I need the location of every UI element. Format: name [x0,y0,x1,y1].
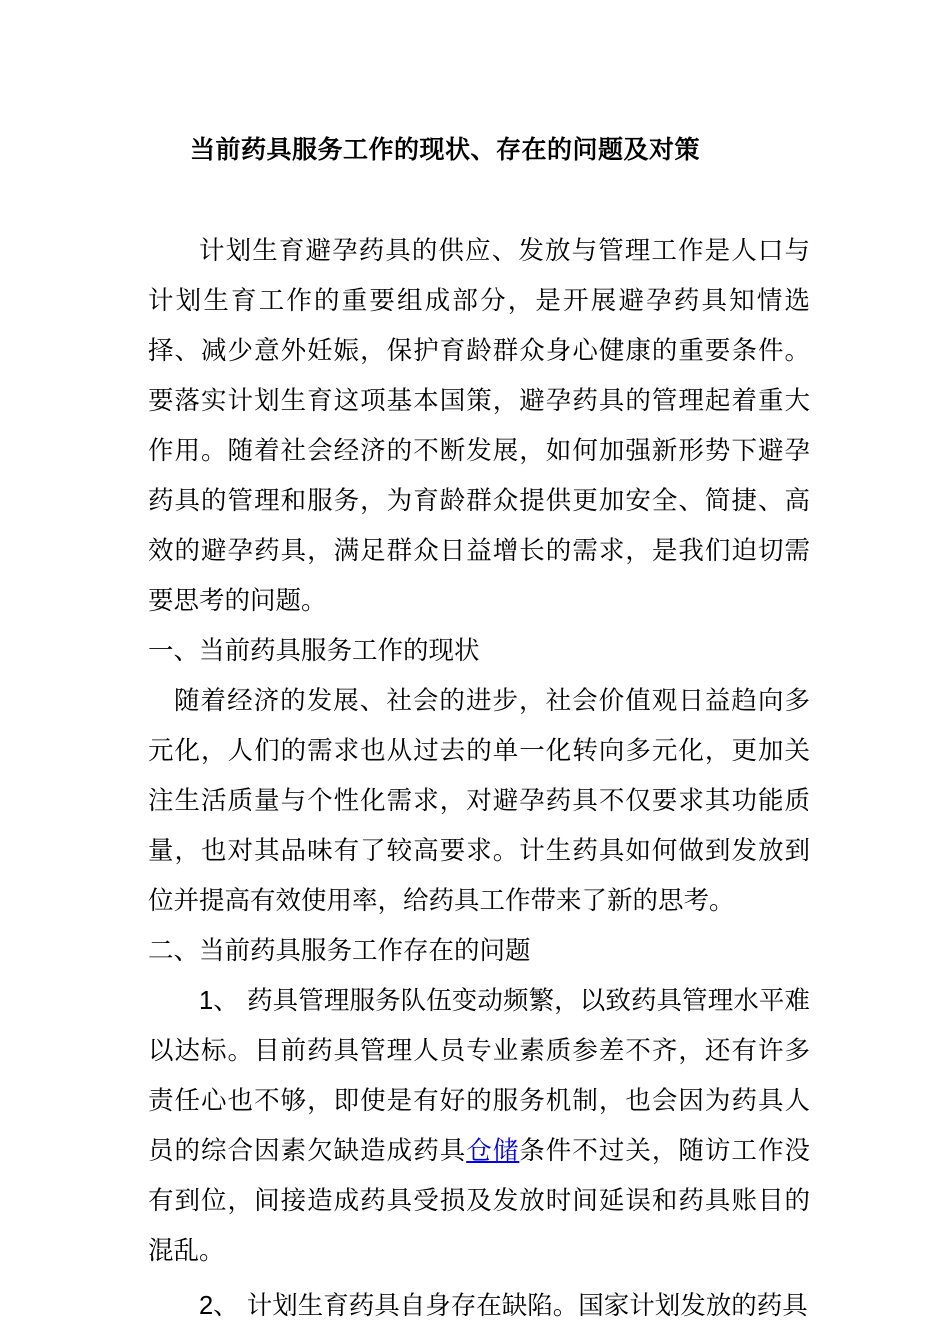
item1-number: 1、 [199,987,239,1015]
item2-number: 2、 [199,1292,239,1320]
section2-heading: 二、当前药具服务工作存在的问题 [148,936,531,966]
storage-link[interactable]: 仓储 [466,1136,520,1166]
document-body [148,226,810,1331]
document-title: 当前药具服务工作的现状、存在的问题及对策 [189,135,700,164]
section1-heading: 一、当前药具服务工作的现状 [148,636,480,666]
section2-item1 [148,976,810,1276]
item1-text-after: 条件不过关，随访工作没有到位，间接造成药具受损及发放时间延误和药具账目的混乱。 [148,1136,810,1266]
item2-text: 计划生育药具自身存在缺陷。国家计划发放的药具 [246,1291,808,1321]
intro-paragraph: 计划生育避孕药具的供应、发放与管理工作是人口与计划生育工作的重要组成部分，是开展避孕药具知情选择、减少意外妊娠，保护育龄群众身心健康的重要条件。要落实计划生育这项基本国策，避孕药具的管理起着重大作用。随着社会经济的不断发展，如何加强新形势下避孕药具的管理和服务，为育龄群众提供更加安全、简捷、高效的避孕药具，满足群众日益增长的需求，是我们迫切需要思考的问题。 [148,236,810,616]
section1-paragraph: 随着经济的发展、社会的进步，社会价值观日益趋向多元化，人们的需求也从过去的单一化转向多元化，更加关注生活质量与个性化需求，对避孕药具不仅要求其功能质量，也对其品味有了较高要求。计生药具如何做到发放到位并提高有效使用率，给药具工作带来了新的思考。 [148,686,810,916]
item1-text-before: 药具管理服务队伍变动频繁，以致药具管理水平难以达标。目前药具管理人员专业素质参差不齐，还有许多责任心也不够，即使是有好的服务机制，也会因为药具人员的综合因素欠缺造成药具 [148,986,810,1166]
section2-item2 [148,1281,810,1331]
